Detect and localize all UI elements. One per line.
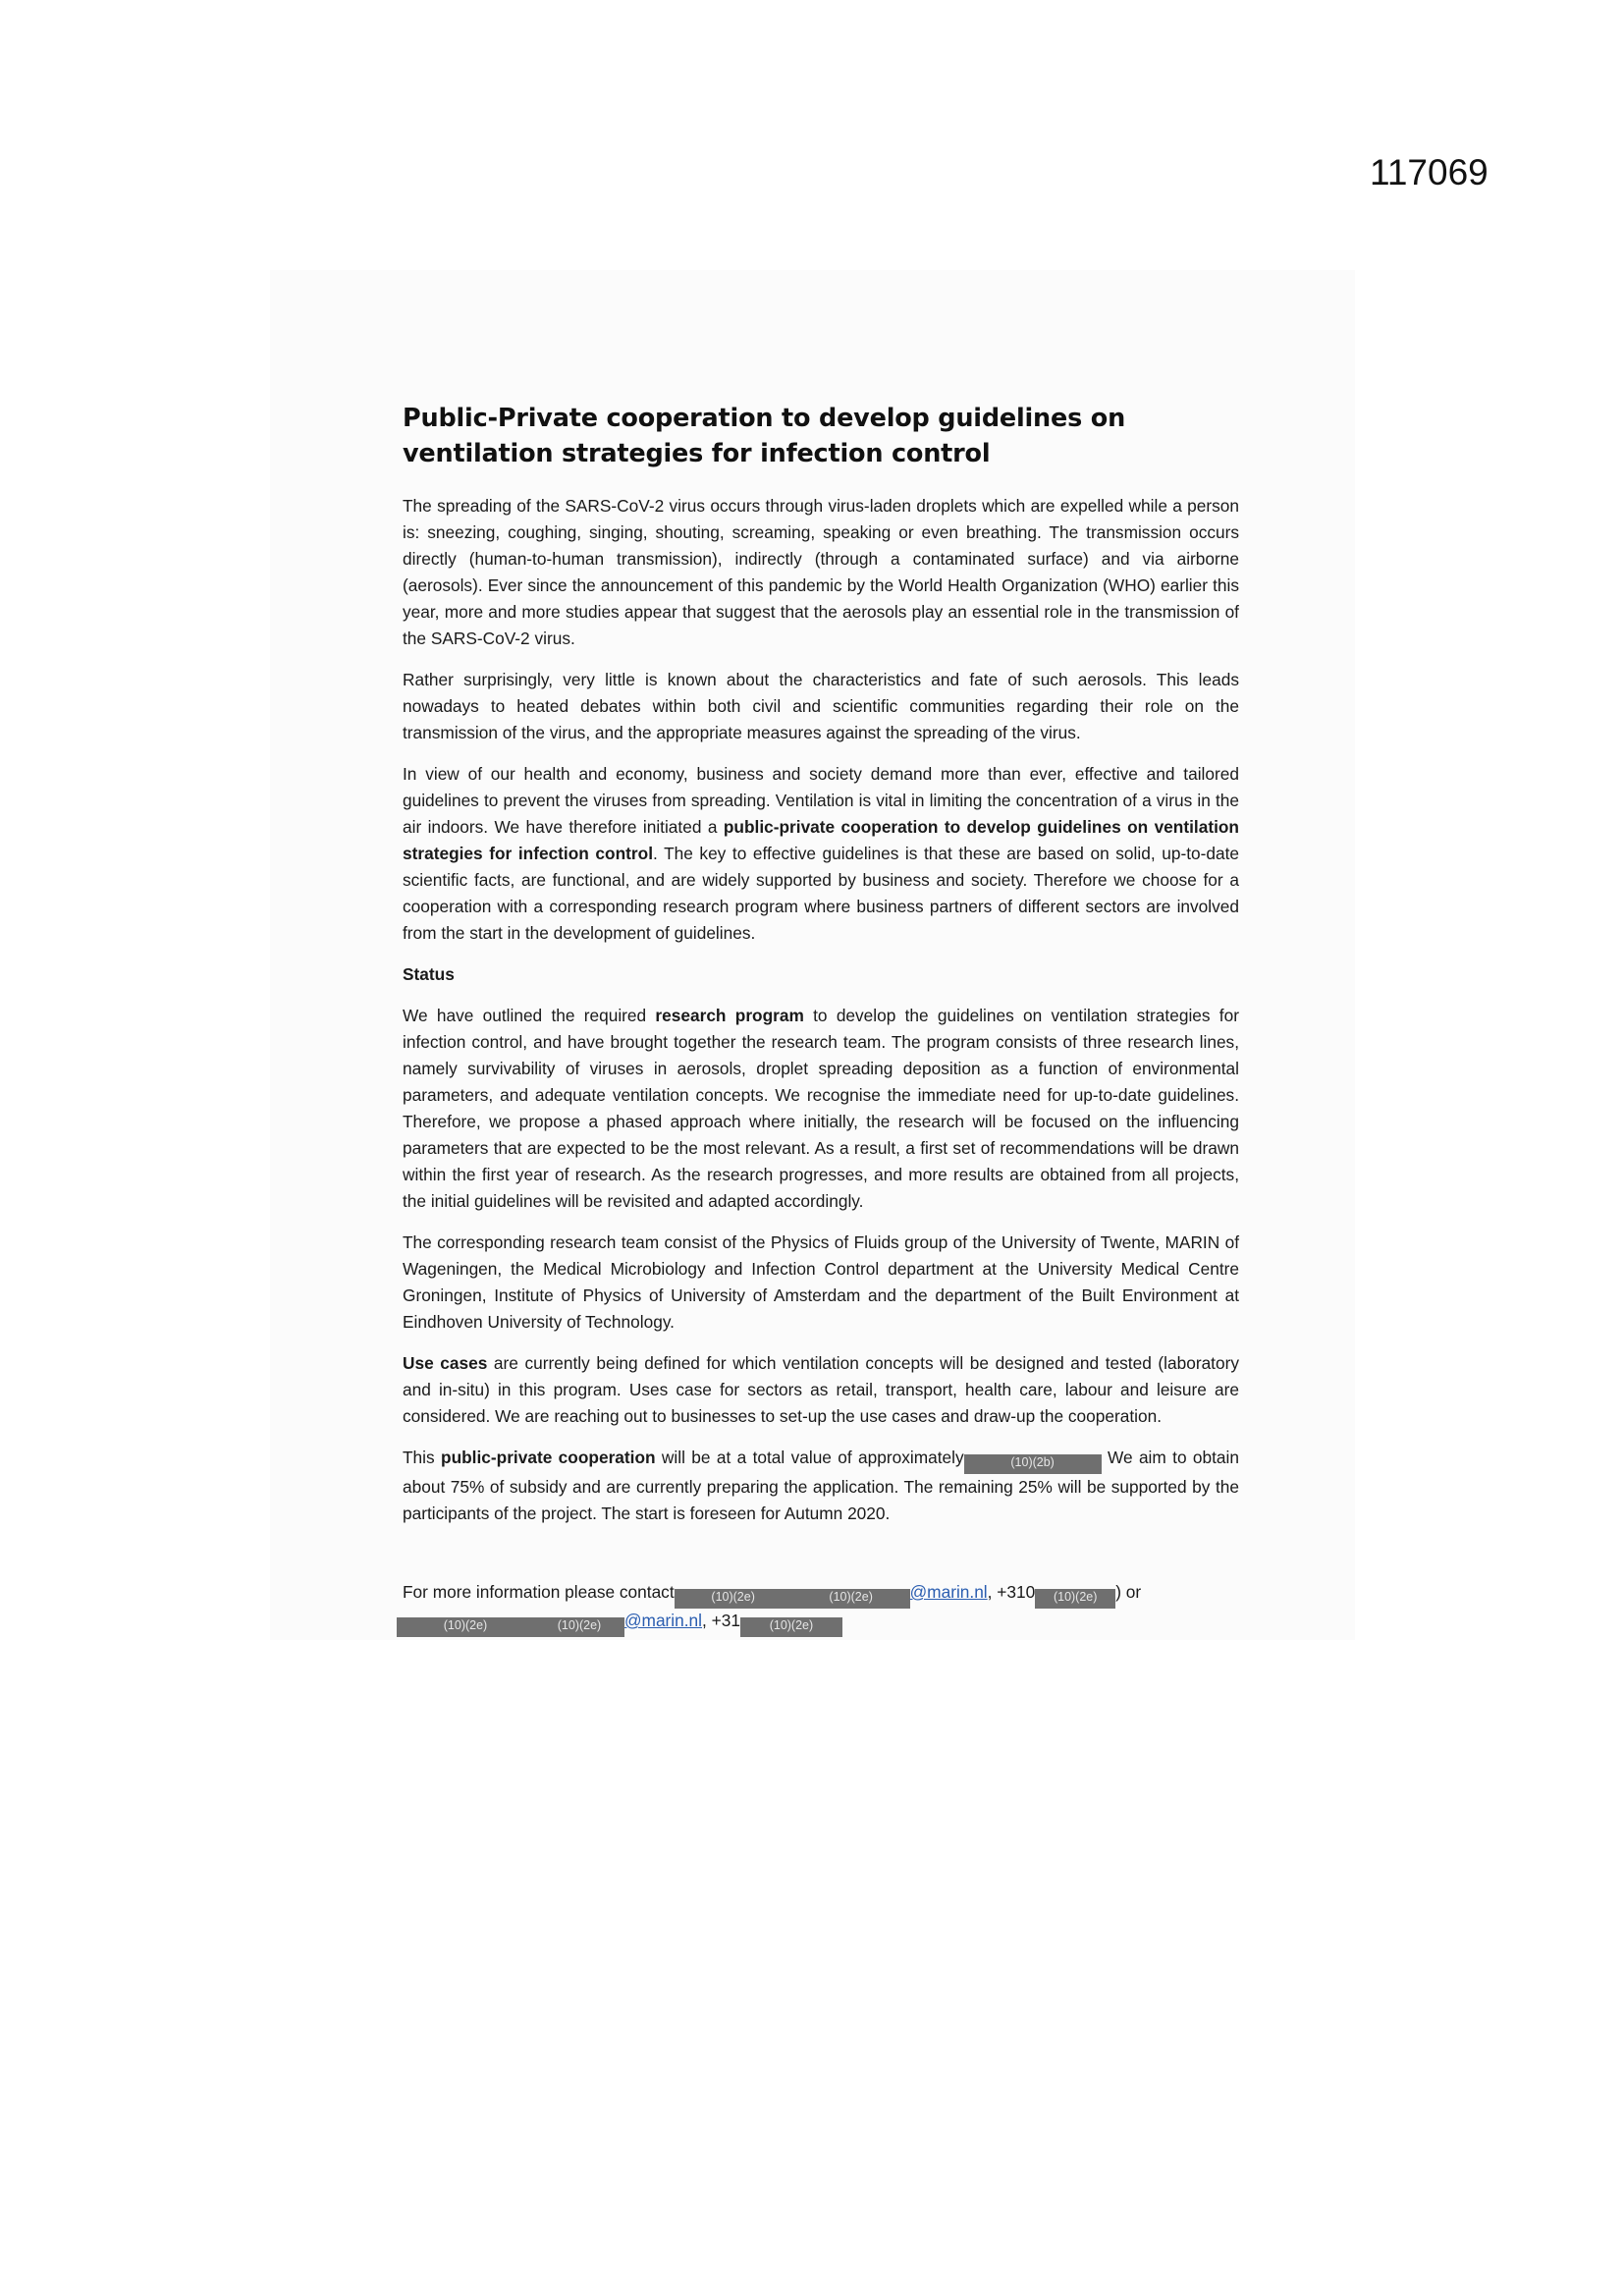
bold-text: public-private cooperation — [441, 1448, 656, 1467]
paragraph-aerosols: Rather surprisingly, very little is known about the characteristics and fate of such aerosols. This leads nowadays to heated debates within both civil and scientific communities regarding their role on the transmission of the virus, and the appropriate measures against the spreading of the virus. — [403, 670, 1239, 742]
contact-line-2 — [397, 1609, 1239, 1637]
redaction-box: (10)(2e) — [740, 1617, 842, 1637]
paragraph-research-team: The corresponding research team consist of the Physics of Fluids group of the University of Twente, MARIN of Wageningen, the Medical Microbiology and Infection Control department at the University Medical Centre Groningen, Institute of Physics of University of Amsterdam and the department of the Built Environment at Eindhoven University of Technology. — [403, 1232, 1239, 1332]
redaction-box: (10)(2b) — [964, 1454, 1102, 1474]
text: , +310 — [987, 1582, 1036, 1602]
text: to develop the guidelines on ventilation strategies for infection control, and have brought together the research team. The program consists of three research lines, namely survivability of viruses in aerosols, droplet spreading deposition as a function of environmental parameters, and adequate ventilation concepts. We recognise the immediate need for up-to-date guidelines. Therefore, we propose a phased approach where initially, the research will be focused on the influencing parameters that are expected to be the most relevant. As a result, a first set of recommendations will be drawn within the first year of research. As the research progresses, and more results are obtained from all projects, the initial guidelines will be revisited and adapted accordingly. — [403, 1006, 1239, 1211]
bold-text: public-private cooperation to develop guidelines on ventilation strategies for infection control — [403, 817, 1239, 863]
bold-text: Use cases — [403, 1353, 488, 1373]
text: are currently being defined for which ventilation concepts will be designed and tested (laboratory and in-situ) in this program. Uses case for sectors as retail, transport, health care, labour and leisure are considered. We are reaching out to businesses to set-up the use cases and draw-up the cooperation. — [403, 1353, 1239, 1426]
document-body — [403, 401, 1239, 1637]
paragraph-use-cases — [403, 1350, 1239, 1430]
text: ) or — [1115, 1582, 1142, 1602]
email-link[interactable]: @marin.nl — [624, 1611, 703, 1630]
text: For more information please contact — [403, 1582, 675, 1602]
title-line-1: Public-Private cooperation to develop guidelines on — [403, 404, 1126, 433]
redaction-box: (10)(2e) — [1035, 1589, 1115, 1609]
document-number: 117069 — [1370, 152, 1489, 192]
bold-text: research program — [655, 1006, 804, 1025]
status-heading: Status — [403, 964, 455, 984]
text: , +31 — [702, 1611, 740, 1630]
redaction-box: (10)(2e) — [792, 1589, 910, 1609]
paragraph-research-program — [403, 1003, 1239, 1215]
paragraph-guidelines — [403, 761, 1239, 947]
email-link[interactable]: @marin.nl — [909, 1582, 988, 1602]
contact-line-1 — [403, 1580, 1239, 1609]
text: This — [403, 1448, 442, 1467]
redaction-box: (10)(2e) — [397, 1617, 534, 1637]
text: . The key to effective guidelines is that these are based on solid, up-to-date scientific facts, are functional, and are widely supported by business and society. Therefore we choose for a cooperation with a corresponding research program where business partners of different sectors are involved from the start in the development of guidelines. — [403, 844, 1239, 943]
title-line-2: ventilation strategies for infection control — [403, 439, 991, 468]
text: In view of our health and economy, business and society demand more than ever, effective and tailored guidelines to prevent the viruses from spreading. Ventilation is vital in limiting the concentration of a virus in the air indoors. We have therefore initiated a — [403, 764, 1239, 837]
contact-info — [403, 1580, 1239, 1637]
paragraph-value — [403, 1445, 1239, 1527]
text: We aim to obtain about 75% of subsidy and are currently preparing the application. The remaining 25% will be supported by the participants of the project. The start is foreseen for Autumn 2020. — [403, 1448, 1239, 1523]
redaction-box: (10)(2e) — [534, 1617, 624, 1637]
paragraph-intro: The spreading of the SARS-CoV-2 virus occurs through virus-laden droplets which are expelled while a person is: sneezing, coughing, singing, shouting, screaming, speaking or even breathing. The transmission occurs directly (human-to-human transmission), indirectly (through a contaminated surface) and via airborne (aerosols). Ever since the announcement of this pandemic by the World Health Organization (WHO) earlier this year, more and more studies appear that suggest that the aerosols play an essential role in the transmission of the SARS-CoV-2 virus. — [403, 496, 1239, 648]
text: We have outlined the required — [403, 1006, 656, 1025]
document-title — [403, 401, 1239, 471]
text: will be at a total value of approximately — [655, 1448, 964, 1467]
redaction-box: (10)(2e) — [675, 1589, 792, 1609]
